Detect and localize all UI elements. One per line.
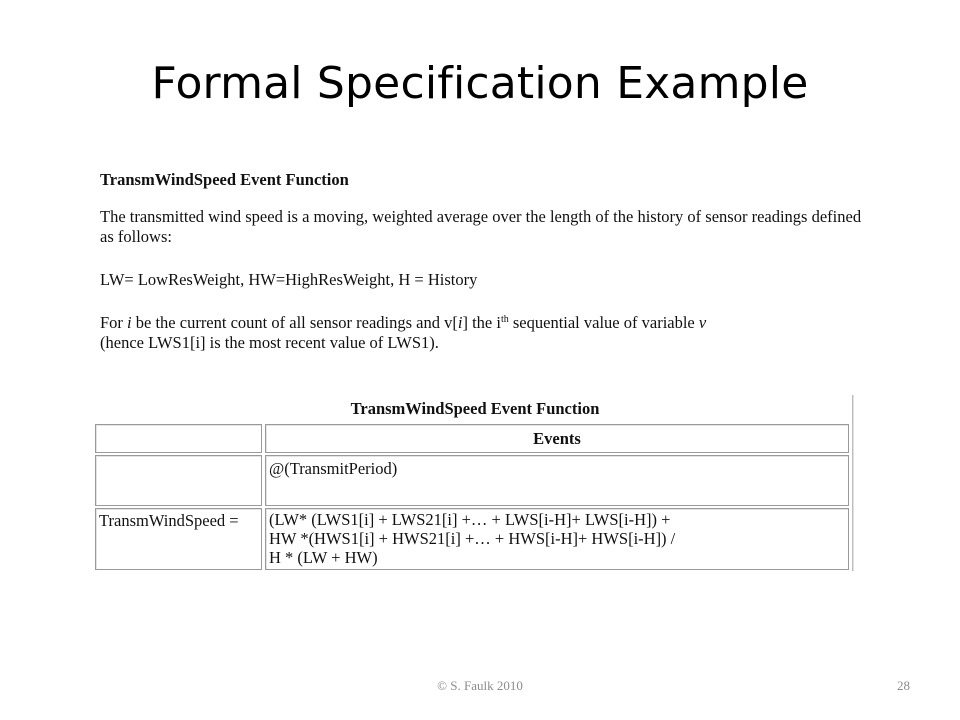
spec-document xyxy=(100,170,870,353)
event-function-table xyxy=(95,393,857,573)
events-header: Events xyxy=(265,424,849,453)
spec-notation xyxy=(100,313,870,353)
table-cell-empty xyxy=(95,455,262,506)
notation-text: ] the i xyxy=(462,313,501,332)
slide-title: Formal Specification Example xyxy=(151,58,809,109)
page-number: 28 xyxy=(897,678,910,693)
notation-var-v: v xyxy=(698,313,707,332)
formula-line: HW *(HWS1[i] + HWS21[i] +… + HWS[i-H]+ HWS[i-H]) / xyxy=(269,529,676,548)
formula-cell xyxy=(265,508,849,570)
table-right-rule xyxy=(852,395,854,571)
notation-text: sequential value of variable xyxy=(508,313,699,332)
table-cell-empty xyxy=(95,424,262,453)
notation-var-i: i xyxy=(457,313,463,332)
formula-line: (LW* (LWS1[i] + LWS21[i] +… + LWS[i-H]+ LWS[i-H]) + xyxy=(269,510,671,529)
spec-heading: TransmWindSpeed Event Function xyxy=(100,170,349,189)
footer-copyright: © S. Faulk 2010 xyxy=(437,678,523,693)
notation-text-line2: (hence LWS1[i] is the most recent value of LWS1). xyxy=(100,333,439,352)
notation-var-i: i xyxy=(127,313,132,332)
spec-description: The transmitted wind speed is a moving, weighted average over the length of the history of sensor readings defined as follows: xyxy=(100,207,862,246)
formula-line: H * (LW + HW) xyxy=(269,548,378,567)
spec-definitions: LW= LowResWeight, HW=HighResWeight, H = History xyxy=(100,270,478,289)
notation-superscript: th xyxy=(500,314,509,325)
table-title: TransmWindSpeed Event Function xyxy=(350,399,600,418)
notation-text: be the current count of all sensor readings and v[ xyxy=(131,313,458,332)
event-cell: @(TransmitPeriod) xyxy=(265,455,849,506)
notation-text: For xyxy=(100,313,128,332)
row-label: TransmWindSpeed = xyxy=(95,508,262,570)
